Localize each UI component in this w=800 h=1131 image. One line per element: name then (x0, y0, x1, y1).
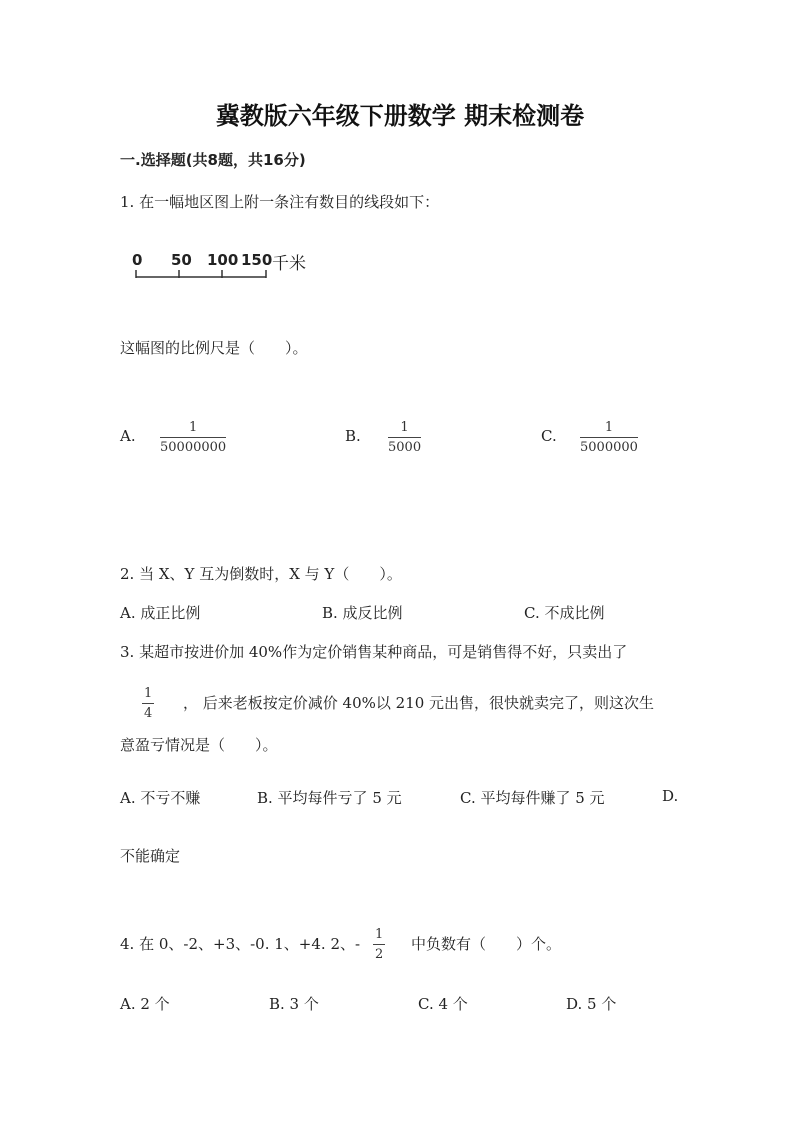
q3-fraction (142, 686, 154, 722)
q1-prompt: 这幅图的比例尺是（ ）。 (120, 339, 308, 357)
q4-option-d[interactable]: D. 5 个 (566, 995, 617, 1013)
section-heading: 一.选择题(共8题，共16分) (120, 151, 306, 169)
q1-option-b-letter[interactable]: B. (345, 427, 361, 445)
fraction-bar (373, 944, 385, 945)
q3-option-d-text[interactable]: 不能确定 (120, 847, 181, 865)
fraction-denominator: 2 (375, 947, 384, 962)
fraction-denominator: 50000000 (160, 440, 227, 455)
q2-stem: 2. 当 X、Y 互为倒数时，X 与 Y（ ）。 (120, 565, 402, 583)
q4-fraction (373, 927, 385, 963)
q3-option-c[interactable]: C. 平均每件赚了 5 元 (460, 789, 605, 807)
q2-option-c[interactable]: C. 不成比例 (524, 604, 605, 622)
fraction-denominator: 5000000 (580, 440, 638, 455)
q1-option-b-fraction[interactable] (388, 420, 421, 456)
fraction-numerator: 1 (144, 686, 153, 701)
scale-tick-label: 100 (207, 251, 239, 269)
q3-line3: 意盈亏情况是（ ）。 (120, 736, 278, 754)
q3-option-b[interactable]: B. 平均每件亏了 5 元 (257, 789, 402, 807)
page-title: 冀教版六年级下册数学 期末检测卷 (215, 102, 585, 130)
q3-option-d[interactable]: D. (662, 787, 679, 805)
fraction-bar (142, 703, 154, 704)
fraction-bar (160, 437, 226, 438)
q2-option-b[interactable]: B. 成反比例 (322, 604, 403, 622)
q4-option-a[interactable]: A. 2 个 (120, 995, 170, 1013)
q3-option-a[interactable]: A. 不亏不赚 (120, 789, 201, 807)
q2-option-a[interactable]: A. 成正比例 (120, 604, 201, 622)
q1-option-a-letter[interactable]: A. (120, 427, 136, 445)
q4-option-b[interactable]: B. 3 个 (269, 995, 319, 1013)
scale-tick-label: 0 (132, 251, 143, 269)
q4-stem-end: 中负数有（ ）个。 (411, 935, 562, 953)
fraction-denominator: 5000 (388, 440, 422, 455)
fraction-numerator: 1 (604, 420, 614, 435)
fraction-numerator: 1 (400, 420, 409, 435)
scale-tick-label: 150 (241, 251, 273, 269)
scale-unit: 千米 (272, 254, 306, 274)
q1-stem: 1. 在一幅地区图上附一条注有数目的线段如下： (120, 193, 440, 211)
scale-tick-label: 50 (171, 251, 192, 269)
q4-stem-start: 4. 在 0、-2、+3、-0. 1、+4. 2、- (120, 935, 361, 953)
q1-option-c-fraction[interactable] (580, 420, 638, 456)
fraction-bar (388, 437, 421, 438)
fraction-numerator: 1 (375, 927, 384, 942)
q1-option-c-letter[interactable]: C. (541, 427, 557, 445)
q3-line1: 3. 某超市按进价加 40%作为定价销售某种商品，可是销售得不好，只卖出了 (120, 643, 628, 661)
q4-option-c[interactable]: C. 4 个 (418, 995, 468, 1013)
q1-option-a-fraction[interactable] (160, 420, 226, 456)
fraction-bar (580, 437, 638, 438)
fraction-denominator: 4 (144, 706, 153, 721)
q3-line2: ， 后来老板按定价减价 40%以 210 元出售，很快就卖完了，则这次生 (183, 694, 655, 712)
fraction-numerator: 1 (188, 420, 198, 435)
